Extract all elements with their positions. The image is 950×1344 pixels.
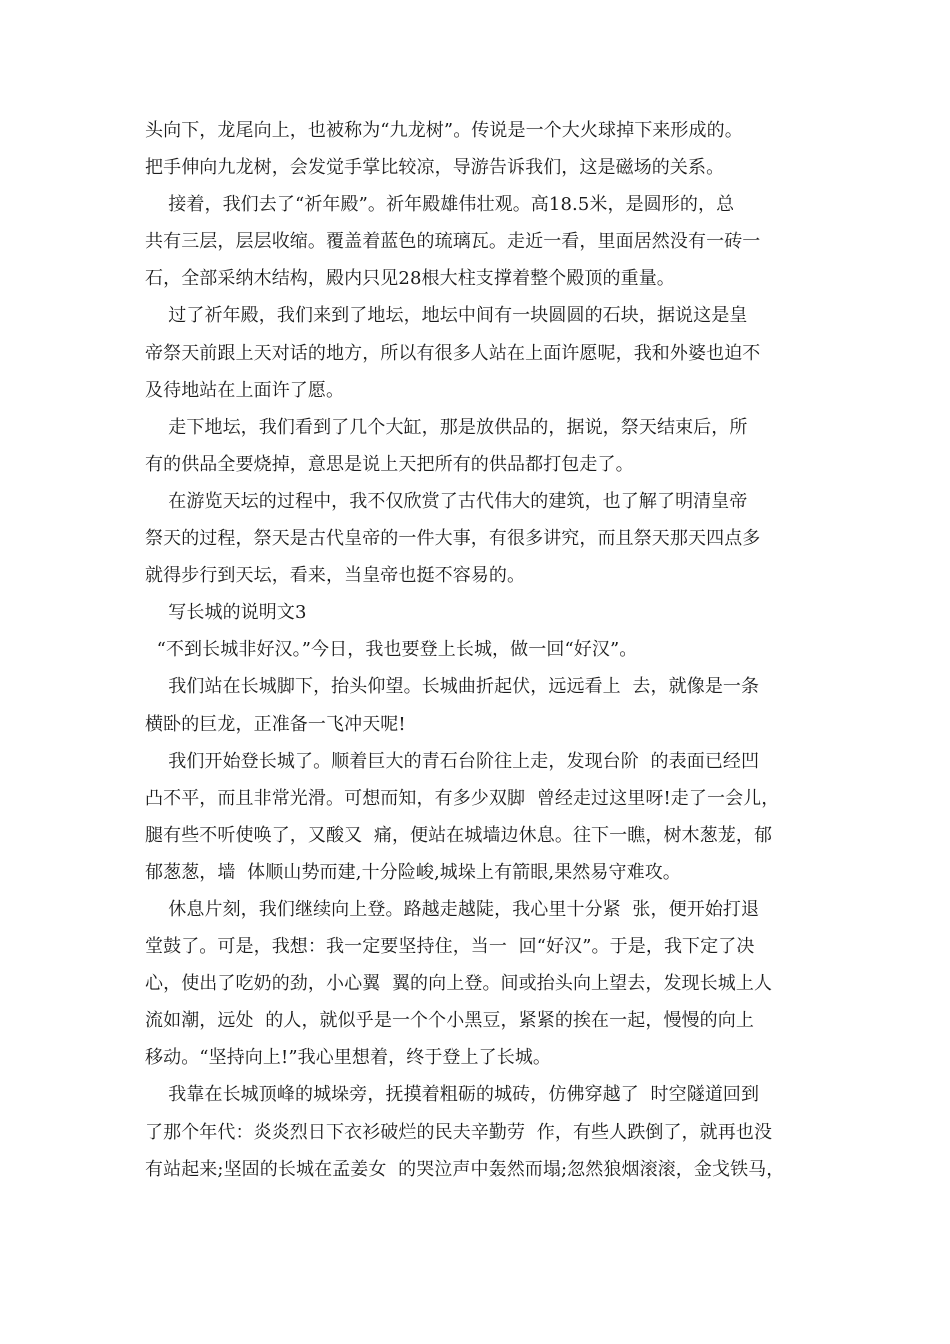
text-line: 心，使出了吃奶的劲，小心翼 翼的向上登。间或抬头向上望去，发现长城上人: [145, 973, 773, 995]
text-line: 我们开始登长城了。顺着巨大的青石台阶往上走，发现台阶 的表面已经凹: [145, 750, 760, 772]
text-line: 帝祭天前跟上天对话的地方，所以有很多人站在上面许愿呢，我和外婆也迫不: [145, 342, 761, 364]
text-line: 休息片刻，我们继续向上登。路越走越陡，我心里十分紧 张，便开始打退: [145, 898, 760, 920]
text-line: 流如潮，远处 的人，就似乎是一个个小黑豆，紧紧的挨在一起，慢慢的向上: [145, 1010, 754, 1032]
text-line: 堂鼓了。可是，我想：我一定要坚持住，当一 回“好汉”。于是，我下定了决: [145, 936, 755, 958]
text-line: 及待地站在上面许了愿。: [145, 379, 345, 401]
text-line: “不到长城非好汉。”今日，我也要登上长城，做一回“好汉”。: [145, 639, 638, 661]
text-line: 有站起来;坚固的长城在孟姜女 的哭泣声中轰然而塌;忽然狼烟滚滚，金戈铁马，: [145, 1158, 785, 1180]
text-line: 祭天的过程，祭天是古代皇帝的一件大事，有很多讲究，而且祭天那天四点多: [145, 528, 761, 550]
text-line: 横卧的巨龙，正准备一飞冲天呢!: [145, 713, 406, 735]
text-line: 石，全部采纳木结构，殿内只见28根大柱支撑着整个殿顶的重量。: [145, 268, 675, 290]
text-line: 走下地坛，我们看到了几个大缸，那是放供品的，据说，祭天结束后，所: [145, 416, 748, 438]
section-heading: 写长城的说明文3: [145, 602, 307, 624]
text-line: 过了祈年殿，我们来到了地坛，地坛中间有一块圆圆的石块，据说这是皇: [145, 305, 748, 327]
text-line: 把手伸向九龙树，会发觉手掌比较凉，导游告诉我们，这是磁场的关系。: [145, 157, 725, 179]
text-line: 我靠在长城顶峰的城垛旁，抚摸着粗砺的城砖，仿佛穿越了 时空隧道回到: [145, 1084, 760, 1106]
text-line: 移动。“坚持向上!”我心里想着，终于登上了长城。: [145, 1047, 552, 1069]
text-line: 郁葱葱，墙 体顺山势而建,十分险峻,城垛上有箭眼,果然易守难攻。: [145, 861, 681, 883]
document-page: [145, 112, 815, 1188]
text-line: 头向下，龙尾向上，也被称为“九龙树”。传说是一个大火球掉下来形成的。: [145, 120, 743, 141]
text-line: 我们站在长城脚下，抬头仰望。长城曲折起伏，远远看上 去，就像是一条: [145, 676, 760, 698]
text-line: 接着，我们去了“祈年殿”。祈年殿雄伟壮观。高18.5米，是圆形的，总: [145, 194, 735, 216]
text-line: 腿有些不听使唤了，又酸又 痛，便站在城墙边休息。往下一瞧，树木葱茏，郁: [145, 824, 773, 846]
text-line: 凸不平，而且非常光滑。可想而知，有多少双脚 曾经走过这里呀!走了一会儿，: [145, 787, 780, 809]
text-line: 就得步行到天坛，看来，当皇帝也挺不容易的。: [145, 565, 526, 587]
text-line: 共有三层，层层收缩。覆盖着蓝色的琉璃瓦。走近一看，里面居然没有一砖一: [145, 231, 761, 253]
text-line: 了那个年代：炎炎烈日下衣衫破烂的民夫辛勤劳 作，有些人跌倒了，就再也没: [145, 1121, 773, 1143]
text-line: 在游览天坛的过程中，我不仅欣赏了古代伟大的建筑，也了解了明清皇帝: [145, 490, 748, 512]
text-line: 有的供品全要烧掉，意思是说上天把所有的供品都打包走了。: [145, 453, 634, 475]
